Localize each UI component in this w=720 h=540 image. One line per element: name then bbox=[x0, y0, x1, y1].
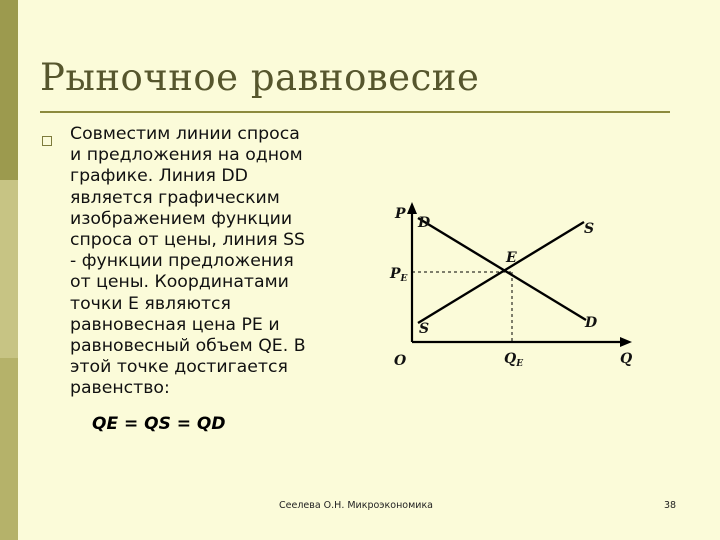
supply-demand-graph bbox=[378, 200, 648, 380]
supply-bottom-label: S bbox=[419, 321, 430, 337]
quantity-e-label: $Q_E$ bbox=[504, 351, 524, 369]
demand-top-label: D bbox=[418, 215, 431, 231]
equilibrium-equation: QE = QS = QD bbox=[92, 414, 226, 434]
sidebar-decoration bbox=[0, 0, 18, 540]
footer-author: Сеелева О.Н. Микроэкономика bbox=[279, 500, 433, 511]
title-underline bbox=[40, 111, 670, 113]
sidebar-segment-top bbox=[0, 0, 18, 180]
supply-top-label: S bbox=[584, 221, 595, 237]
axis-y-label: P bbox=[395, 206, 406, 222]
sidebar-segment-bottom bbox=[0, 358, 18, 540]
bullet-square-icon bbox=[42, 136, 52, 146]
body-paragraph bbox=[70, 124, 360, 400]
demand-line bbox=[418, 218, 586, 320]
equilibrium-point-label: E bbox=[506, 250, 517, 266]
price-e-label: $P_E$ bbox=[390, 266, 408, 284]
slide-title: Рыночное равновесие bbox=[40, 56, 480, 99]
y-axis-arrow bbox=[407, 202, 417, 214]
origin-label: O bbox=[394, 353, 407, 369]
page-number: 38 bbox=[664, 500, 677, 511]
demand-bottom-label: D bbox=[585, 315, 598, 331]
x-axis-arrow bbox=[620, 337, 632, 347]
sidebar-segment-middle bbox=[0, 180, 18, 358]
axis-x-label: Q bbox=[620, 351, 633, 367]
body-text: Совместим линии спроса и предложения на одном графике. Линия DD является графическим изображением функции спроса от цены, линия SS - функции предложения от цены. Координатами точки E являются равновесная цена PE и равновесный объем QE. В этой точке достигается равенство: bbox=[70, 124, 306, 399]
